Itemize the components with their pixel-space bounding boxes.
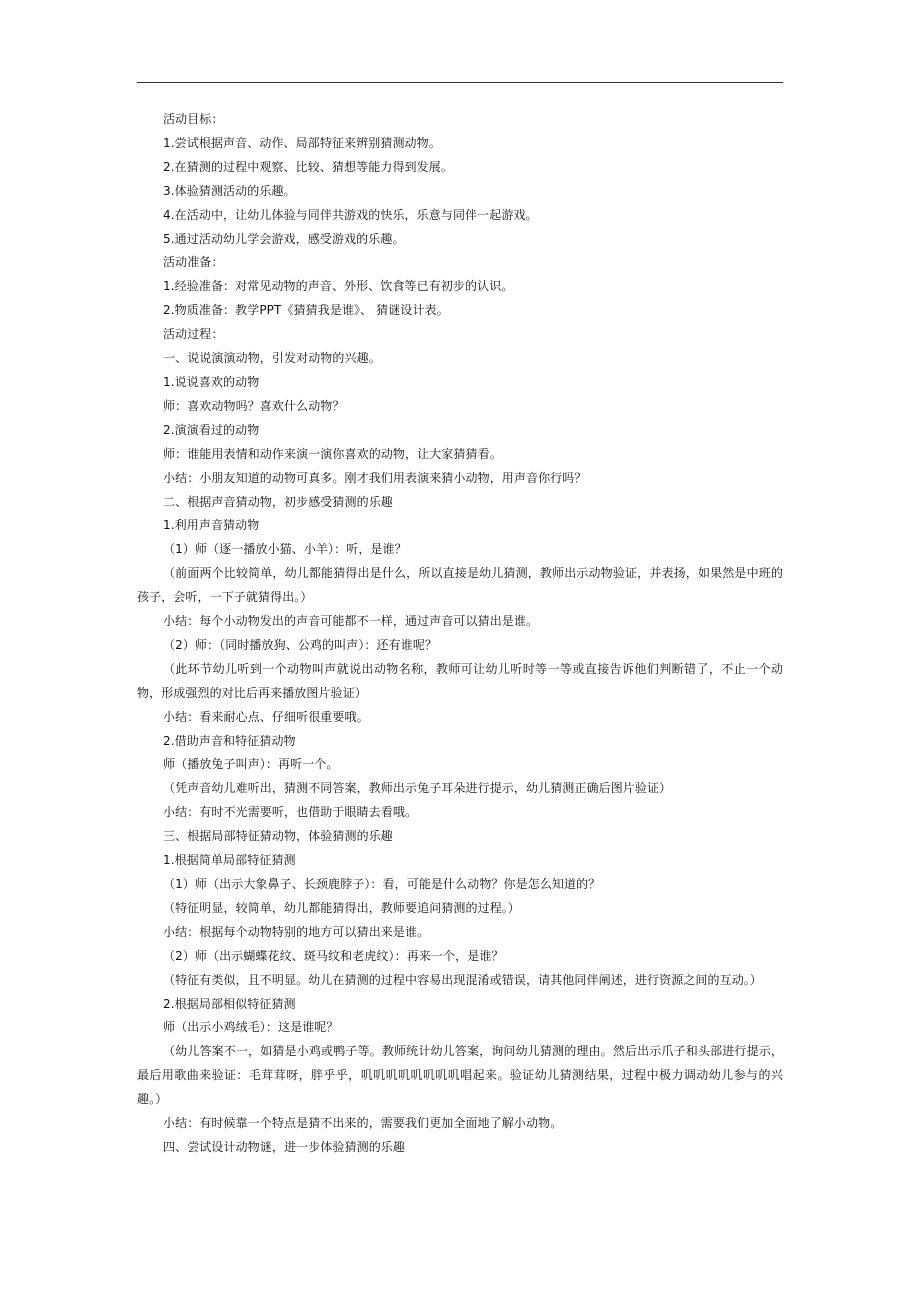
section-heading: 四、尝试设计动物谜，进一步体验猜测的乐趣	[163, 1139, 406, 1154]
subsection-heading: 1.说说喜欢的动物	[163, 374, 260, 389]
heading-activity-preparation: 活动准备：	[163, 255, 224, 270]
note-paragraph: （此环节幼儿听到一个动物叫声就说出动物名称，教师可让幼儿听时等一等或直接告诉他们判断错了，不止一个动物，形成强烈的对比后再来播放图片验证）	[137, 661, 783, 700]
goal-item: 4.在活动中，让幼儿体验与同伴共游戏的快乐，乐意与同伴一起游戏。	[163, 207, 538, 222]
goal-item: 1.尝试根据声音、动作、局部特征来辨别猜测动物。	[163, 135, 441, 150]
subsection-heading: 2.借助声音和特征猜动物	[163, 733, 296, 748]
heading-activity-goals: 活动目标：	[163, 112, 224, 126]
body-line: （1）师（逐一播放小猫、小羊）：听，是谁？	[163, 542, 407, 557]
body-line: 师（出示小鸡绒毛）：这是谁呢？	[163, 1020, 339, 1035]
body-line: 师（播放兔子叫声）：再听一个。	[163, 757, 339, 772]
section-heading: 三、根据局部特征猜动物，体验猜测的乐趣	[163, 829, 393, 844]
preparation-item: 2.物质准备：教学PPT《猜猜我是谁》、 猜谜设计表。	[163, 303, 449, 318]
body-line: （2）师（出示蝴蝶花纹、斑马纹和老虎纹）：再来一个，是谁？	[163, 948, 504, 963]
document-body	[137, 108, 783, 1160]
note-paragraph: （幼儿答案不一，如猜是小鸡或鸭子等。教师统计幼儿答案，询问幼儿猜测的理由。然后出示爪子和头部进行提示，最后用歌曲来验证：毛茸茸呀，胖乎乎，叽叽叽叽叽叽叽叽唱起来。验证幼儿猜测结果，过程中极力调动幼儿参与的兴趣。）	[137, 1044, 783, 1107]
note-line: （特征有类似，且不明显。幼儿在猜测的过程中容易出现混淆或错误，请其他同伴阐述，进行资源之间的互动。）	[163, 972, 763, 987]
note-line: （凭声音幼儿难听出，猜测不同答案，教师出示兔子耳朵进行提示，幼儿猜测正确后图片验证）	[163, 781, 672, 796]
summary-line: 小结：有时候靠一个特点是猜不出来的，需要我们更加全面地了解小动物。	[163, 1116, 563, 1131]
subsection-heading: 1.利用声音猜动物	[163, 518, 260, 533]
summary-line: 小结：每个小动物发出的声音可能都不一样，通过声音可以猜出是谁。	[163, 614, 539, 629]
note-paragraph: （前面两个比较简单，幼儿都能猜得出是什么，所以直接是幼儿猜测，教师出示动物验证，并表扬，如果然是中班的孩子，会听，一下子就猜得出。）	[137, 566, 783, 605]
body-line: 师：喜欢动物吗？喜欢什么动物？	[163, 398, 345, 413]
summary-line: 小结：小朋友知道的动物可真多。刚才我们用表演来猜小动物，用声音你行吗？	[163, 470, 587, 485]
subsection-heading: 2.演演看过的动物	[163, 422, 260, 437]
summary-line: 小结：根据每个动物特别的地方可以猜出来是谁。	[163, 924, 430, 939]
goal-item: 3.体验猜测活动的乐趣。	[163, 183, 296, 198]
body-line: 师：谁能用表情和动作来演一演你喜欢的动物，让大家猜猜看。	[163, 446, 502, 461]
body-line: （1）师（出示大象鼻子、长颈鹿脖子）：看，可能是什么动物？你是怎么知道的？	[163, 877, 601, 891]
section-heading: 一、说说演演动物，引发对动物的兴趣。	[163, 351, 381, 366]
heading-activity-process: 活动过程：	[163, 327, 224, 342]
summary-line: 小结：看来耐心点、仔细听很重要哦。	[163, 709, 369, 724]
section-heading: 二、根据声音猜动物，初步感受猜测的乐趣	[163, 494, 393, 509]
subsection-heading: 2.根据局部相似特征猜测	[163, 996, 296, 1011]
header-rule	[137, 82, 783, 83]
goal-item: 2.在猜测的过程中观察、比较、猜想等能力得到发展。	[163, 159, 453, 174]
summary-line: 小结：有时不光需要听，也借助于眼睛去看哦。	[163, 805, 418, 820]
preparation-item: 1.经验准备：对常见动物的声音、外形、饮食等已有初步的认识。	[163, 279, 514, 294]
note-line: （特征明显，较简单，幼儿都能猜得出，教师要追问猜测的过程。）	[163, 900, 521, 915]
goal-item: 5.通过活动幼儿学会游戏，感受游戏的乐趣。	[163, 231, 405, 246]
body-line: （2）师：（同时播放狗、公鸡的叫声）：还有谁呢？	[163, 637, 438, 652]
subsection-heading: 1.根据简单局部特征猜测	[163, 853, 296, 868]
